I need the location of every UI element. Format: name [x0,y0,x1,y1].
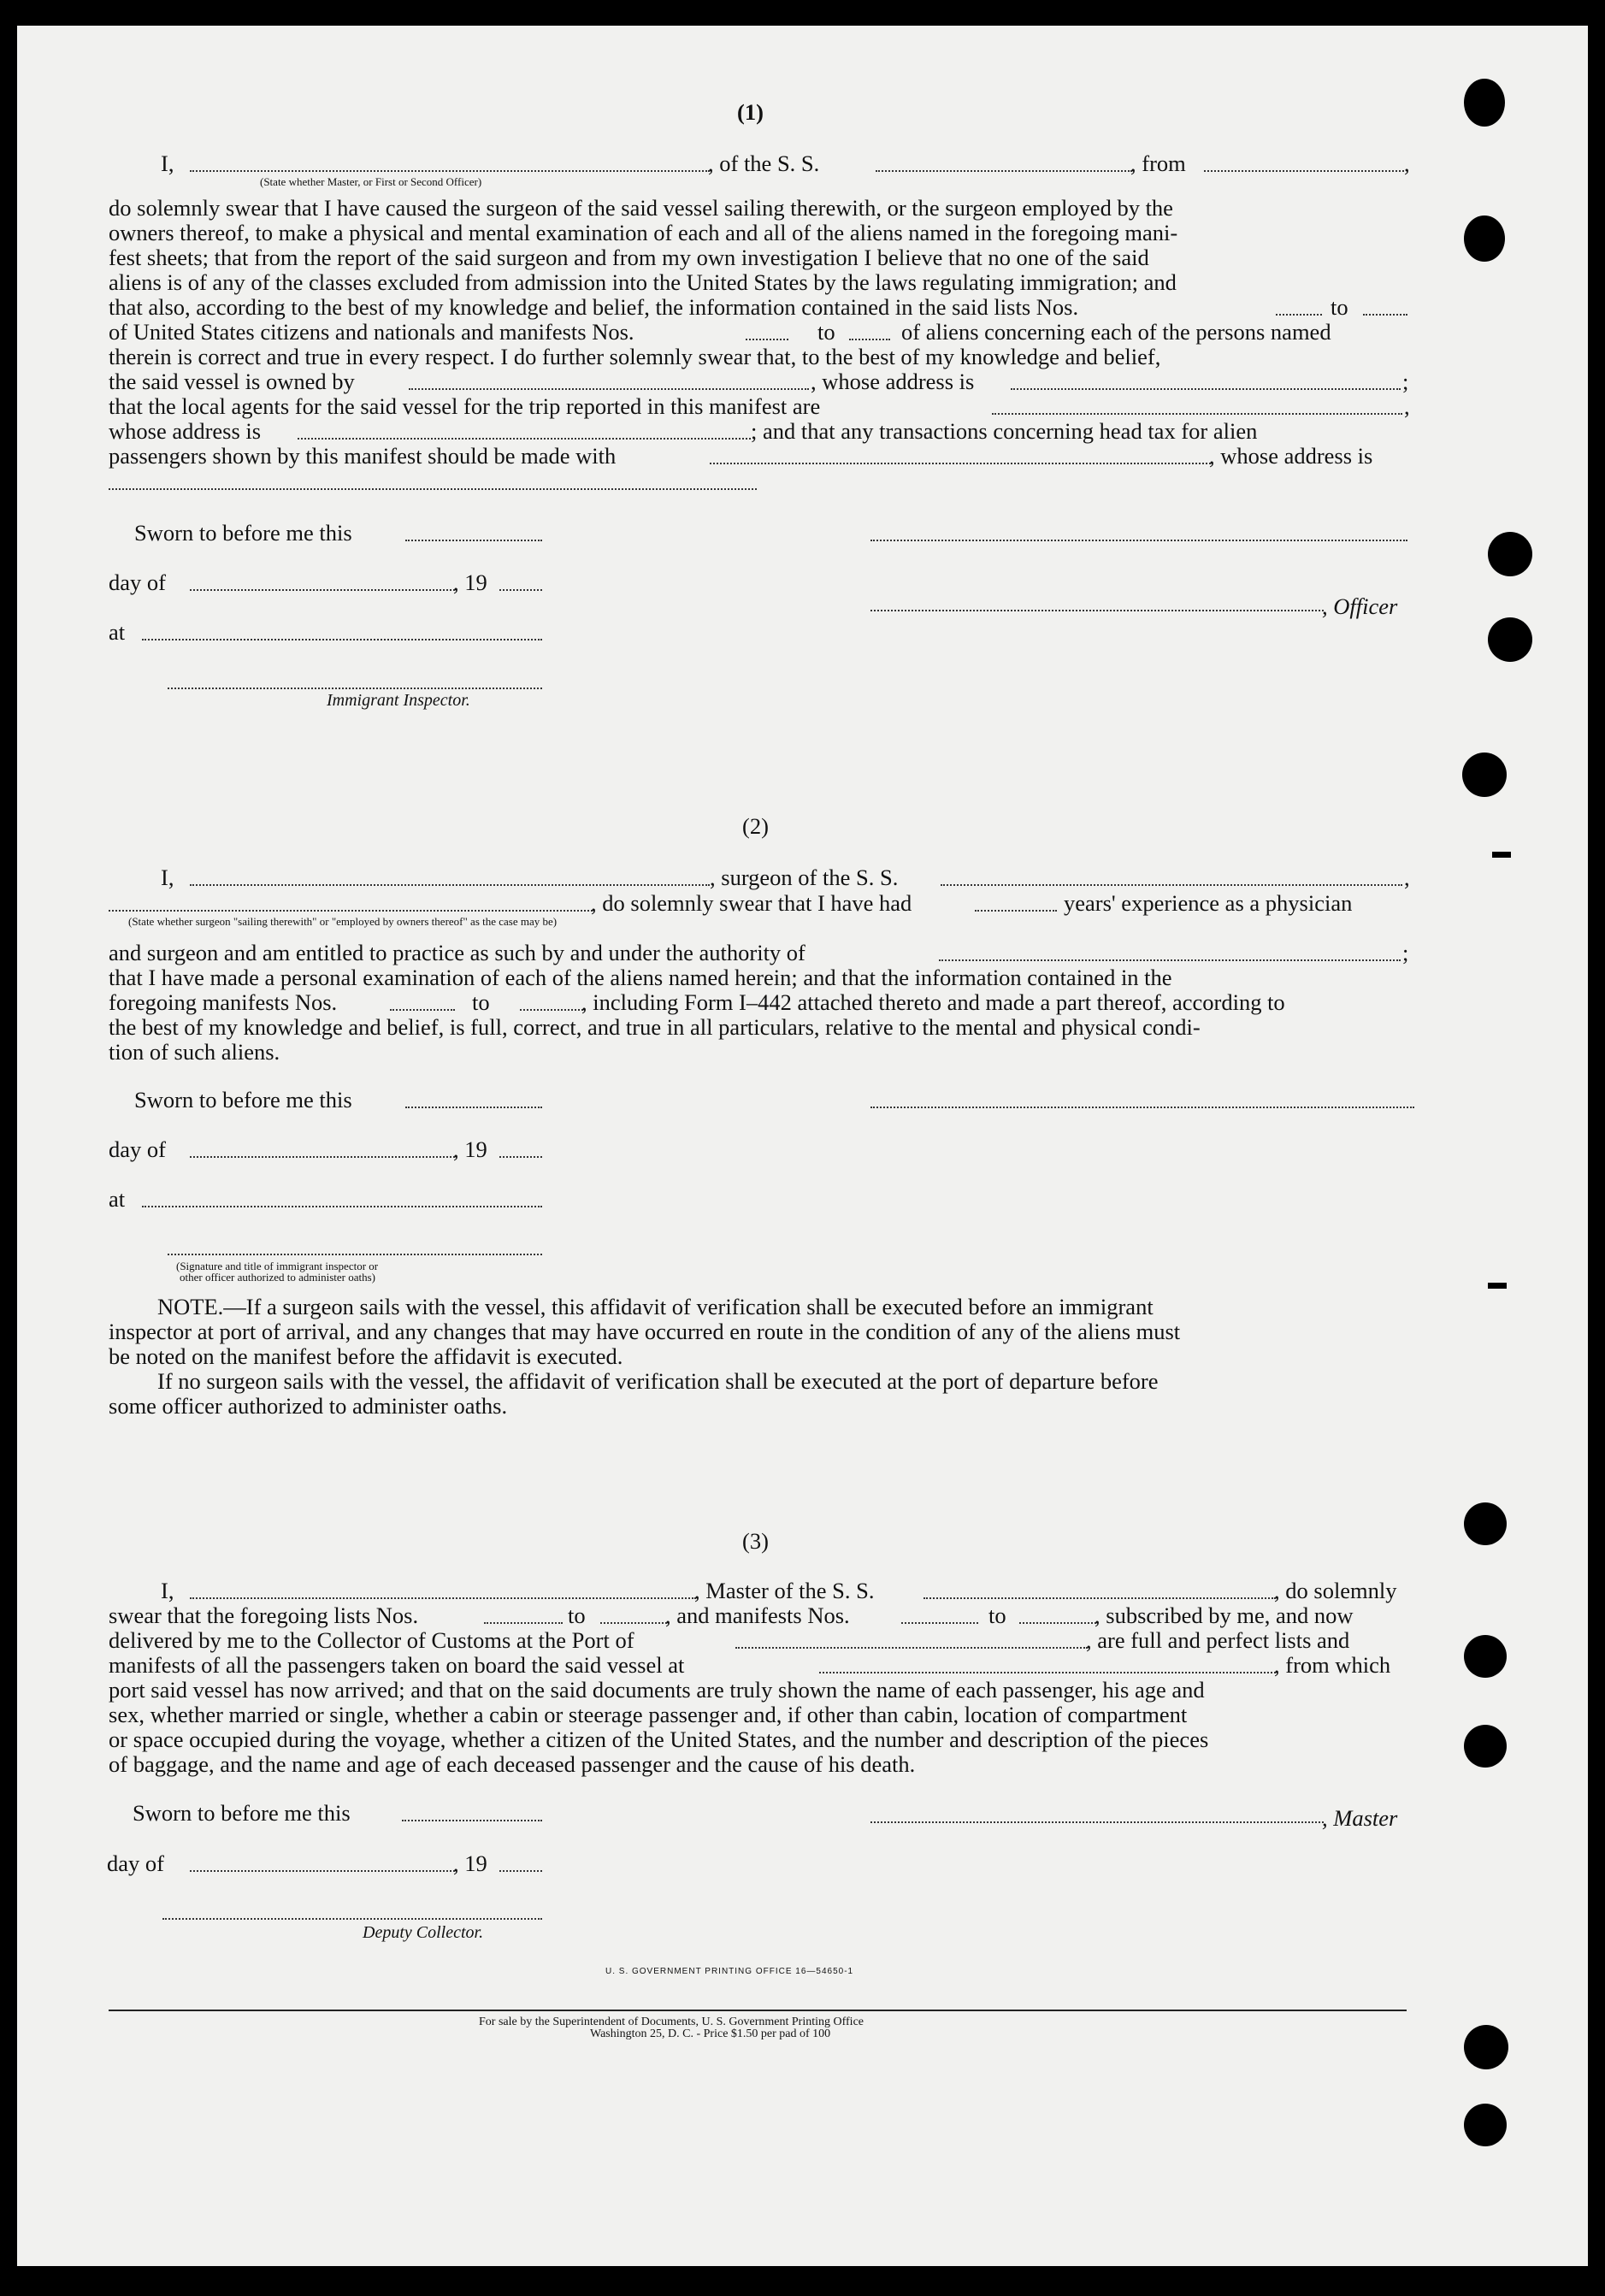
punch-hole [1464,79,1505,127]
s2-tion: tion of such aliens. [109,1039,280,1065]
s1-passengers: passengers shown by this manifest should be made with [109,443,617,469]
s1-body-4: aliens is of any of the classes excluded from admission into the United States by the laws regulating immigration; and [109,269,1177,295]
s1-of-ss-label: , of the S. S. [708,151,820,176]
s2-surgeon-of: , surgeon of the S. S. [710,865,899,890]
punch-hole [1488,532,1532,576]
years-experience-field[interactable] [975,910,1057,912]
s1-whose-address-3: , whose address is [1209,443,1373,469]
manifest-to-field[interactable] [849,339,890,340]
s1-correct: therein is correct and true in every respect. I do further solemnly swear that, to the best of my knowledge and belief, [109,344,1161,369]
s2-manifest-from-field[interactable] [390,1009,455,1011]
edge-mark [1488,1283,1507,1289]
port-of-arrival-field[interactable] [735,1647,1088,1649]
s2-authority: and surgeon and am entitled to practice as such by and under the authority of [109,940,805,965]
s3-year-field[interactable] [499,1870,542,1872]
s2-sig-note-2: other officer authorized to administer oaths) [180,1271,375,1284]
s1-comma: , [1404,393,1410,419]
s1-i-label: I, [161,151,174,176]
s2-surgeon-signature-field[interactable] [870,1107,1414,1108]
head-tax-address-field[interactable] [109,488,757,490]
s2-including: , including Form I–442 attached thereto and made a part thereof, according to [581,989,1285,1015]
gpo-imprint: U. S. GOVERNMENT PRINTING OFFICE 16—54650-1 [605,1967,854,1976]
s1-body-3: fest sheets; that from the report of the said surgeon and from my own investigation I believe that no one of the said [109,245,1149,270]
s3-full-perfect: , are full and perfect lists and [1086,1627,1350,1653]
s3-body-1: port said vessel has now arrived; and that on the said documents are truly shown the name of each passenger, his age and [109,1677,1205,1703]
s1-at-field[interactable] [142,639,542,640]
vessel-owner-field[interactable] [409,388,809,390]
s2-semicolon: ; [1402,940,1409,965]
s1-day-field[interactable] [190,589,455,591]
s1-year: , 19 [453,570,487,595]
sale-line-1: For sale by the Superintendent of Documents, U. S. Government Printing Office [479,2016,864,2028]
licensing-authority-field[interactable] [939,959,1401,961]
s3-year: , 19 [453,1850,487,1876]
s1-owned-by: the said vessel is owned by [109,369,355,394]
s1-aliens-concerning: of aliens concerning each of the persons named [901,319,1331,345]
s1-line1-end: , [1404,151,1410,176]
departure-port-field[interactable] [1204,170,1404,172]
s3-subscribed: , subscribed by me, and now [1095,1602,1354,1628]
s3-deputy-label: Deputy Collector. [363,1923,484,1942]
s3-manifest-to-field[interactable] [1019,1622,1096,1624]
s1-officer-title-field[interactable] [870,610,1324,611]
s3-to2: to [988,1602,1006,1628]
s1-whose-address: , whose address is [811,369,975,394]
s2-note-1: NOTE.—If a surgeon sails with the vessel, this affidavit of verification shall be executed before an immigrant [157,1294,1154,1319]
s1-day-of: day of [109,570,166,595]
section3-heading: (3) [742,1528,769,1554]
s3-master-signature-field[interactable] [870,1821,1324,1823]
sale-line-2: Washington 25, D. C. - Price $1.50 per pad of 100 [590,2027,831,2040]
s1-sworn: Sworn to before me this [134,520,352,546]
s3-day-of: day of [107,1850,164,1876]
s3-body-3: or space occupied during the voyage, whether a citizen of the United States, and the number and description of the pieces [109,1726,1209,1752]
s1-officer-signature-field[interactable] [870,540,1407,541]
s2-day-of: day of [109,1136,166,1162]
s1-manifests-nos: of United States citizens and nationals and manifests Nos. [109,319,634,345]
s1-whose-address-2: whose address is [109,418,262,444]
s3-from-which: , from which [1274,1652,1391,1678]
s3-swear: swear that the foregoing lists Nos. [109,1602,419,1628]
s3-day-field[interactable] [190,1870,455,1872]
s1-year-field[interactable] [499,589,542,591]
s1-head-tax: ; and that any transactions concerning head tax for alien [751,418,1258,444]
s2-note-2: inspector at port of arrival, and any changes that may have occurred en route in the condition of any of the aliens must [109,1319,1181,1344]
s2-note-4: If no surgeon sails with the vessel, the affidavit of verification shall be executed at the port of departure before [157,1368,1159,1394]
s2-i-label: I, [161,865,174,890]
s2-day-field[interactable] [190,1156,455,1158]
s1-sworn-date-field[interactable] [405,540,542,541]
s2-solemnly: , do solemnly swear that I have had [591,890,912,916]
s2-years: years' experience as a physician [1064,890,1353,916]
citizen-list-from-field[interactable] [1276,314,1322,316]
ship-name-field[interactable] [876,170,1132,172]
s3-list-from-field[interactable] [484,1622,563,1624]
s3-delivered: delivered by me to the Collector of Customs at the Port of [109,1627,634,1653]
s1-body-1: do solemnly swear that I have caused the surgeon of the said vessel sailing therewith, or the surgeon employed by the [109,195,1173,221]
s3-i-label: I, [161,1578,174,1603]
s2-best: the best of my knowledge and belief, is full, correct, and true in all particulars, relative to the mental and physical condi- [109,1014,1201,1040]
s2-foregoing: foregoing manifests Nos. [109,989,338,1015]
section2-heading: (2) [742,813,769,839]
punch-hole [1464,2025,1508,2069]
s1-manifests-to: to [817,319,835,345]
s3-do-solemnly: , do solemnly [1274,1578,1397,1603]
footer-rule [109,2010,1407,2011]
s2-ship-name-field[interactable] [941,884,1402,886]
s2-to: to [472,989,490,1015]
s2-year-field[interactable] [499,1156,542,1158]
surgeon-name-field[interactable] [190,884,710,886]
s1-lists-to: to [1331,294,1348,320]
s3-and-manifests: , and manifests Nos. [665,1602,850,1628]
s1-semicolon: ; [1402,369,1409,394]
s2-year: , 19 [453,1136,487,1162]
s1-from-label: , from [1130,151,1186,176]
s3-sworn-date-field[interactable] [402,1820,542,1821]
punch-hole [1464,1502,1507,1545]
s2-note-3: be noted on the manifest before the affidavit is executed. [109,1343,623,1369]
s3-list-to-field[interactable] [600,1622,667,1624]
s2-at-field[interactable] [142,1206,542,1207]
s2-exam: that I have made a personal examination of each of the aliens named herein; and that the information contained in the [109,965,1172,990]
section1-heading: (1) [737,99,764,125]
s2-end: , [1404,865,1410,890]
s2-manifest-to-field[interactable] [520,1009,583,1011]
punch-hole [1464,1635,1507,1678]
manifest-from-field[interactable] [746,339,788,340]
s2-inspector-signature-field[interactable] [168,1254,542,1255]
local-agents-field[interactable] [992,413,1402,415]
agent-address-field[interactable] [298,438,751,440]
punch-hole [1488,617,1532,662]
punch-hole [1464,1725,1507,1768]
punch-hole [1462,753,1507,797]
s1-officer-label: , Officer [1322,593,1398,619]
s1-at: at [109,619,126,645]
owner-address-field[interactable] [1011,388,1401,390]
s3-manifest-from-field[interactable] [901,1622,978,1624]
s3-collector-signature-field[interactable] [162,1918,542,1920]
s1-local-agents: that the local agents for the said vessel for the trip reported in this manifest are [109,393,821,419]
s1-lists-nos: that also, according to the best of my knowledge and belief, the information contained in the said lists Nos. [109,294,1079,320]
s3-body-2: sex, whether married or single, whether a cabin or steerage passenger and, if other than cabin, location of compartment [109,1702,1188,1727]
head-tax-contact-field[interactable] [710,463,1211,464]
citizen-list-to-field[interactable] [1363,314,1407,316]
s2-at: at [109,1186,126,1212]
s2-note-5: some officer authorized to administer oaths. [109,1393,508,1419]
master-name-field[interactable] [190,1597,696,1599]
s3-master-of: , Master of the S. S. [694,1578,875,1603]
s3-manifests-all: manifests of all the passengers taken on board the said vessel at [109,1652,685,1678]
s3-to: to [568,1602,586,1628]
officer-name-field[interactable] [190,170,710,172]
s1-state-note: (State whether Master, or First or Second Officer) [260,175,482,188]
punch-hole [1464,2104,1507,2146]
s1-inspector-label: Immigrant Inspector. [327,691,470,710]
s3-body-4: of baggage, and the name and age of each deceased passenger and the cause of his death. [109,1751,916,1777]
s2-state-note: (State whether surgeon "sailing therewith" or "employed by owners thereof" as the case may be) [128,915,558,928]
s2-sworn: Sworn to before me this [134,1087,352,1113]
s3-ship-name-field[interactable] [923,1597,1276,1599]
s1-body-2: owners thereof, to make a physical and mental examination of each and all of the aliens named in the foregoing mani- [109,220,1178,245]
s2-sig-note-1: (Signature and title of immigrant inspector or [176,1260,379,1272]
s3-master-label: , Master [1322,1805,1398,1831]
boarding-port-field[interactable] [819,1672,1276,1673]
edge-mark [1492,852,1511,858]
surgeon-type-field[interactable] [109,910,593,912]
s3-sworn: Sworn to before me this [133,1800,351,1826]
s2-sworn-date-field[interactable] [405,1107,542,1108]
punch-hole [1464,215,1505,262]
